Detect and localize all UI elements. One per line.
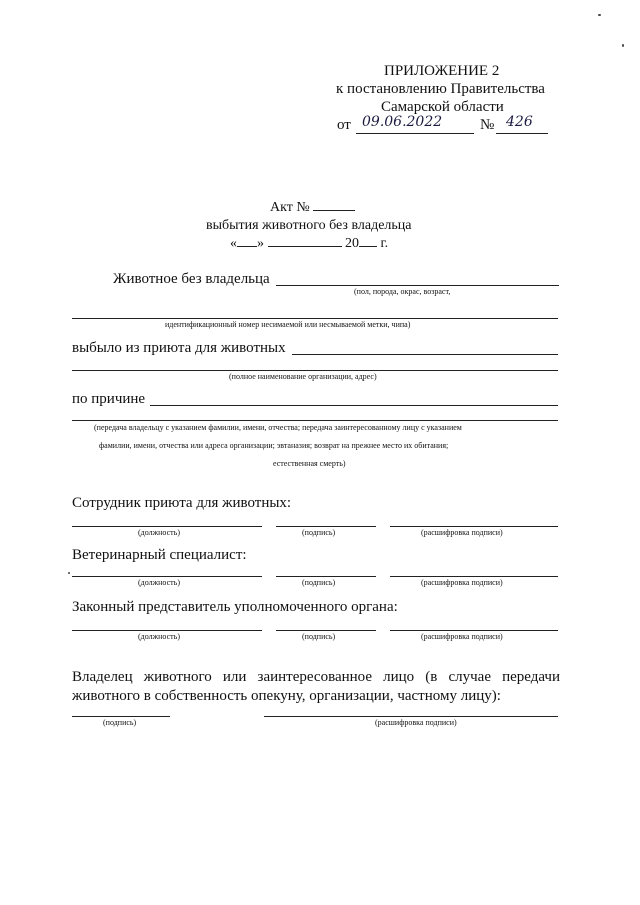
signature-caption: (подпись) [103,718,137,727]
appendix-number-label: № [480,117,495,133]
year-blank[interactable] [359,246,377,247]
position-caption: (должность) [138,528,180,537]
scan-speck [598,14,601,16]
act-number-blank[interactable] [313,210,355,211]
owner-decoding-line[interactable] [264,716,558,717]
org-field-line[interactable] [72,370,558,371]
shelter-employee-label: Сотрудник приюта для животных: [72,495,292,511]
quote-close: » [257,236,264,251]
year-prefix: 20 [345,236,359,251]
animal-field-line[interactable] [276,285,559,286]
animal-label: Животное без владельца [113,271,270,287]
quote-open: « [230,236,237,251]
scan-speck [68,572,70,574]
decoding-caption: (расшифровка подписи) [421,632,503,641]
act-date-line [230,237,388,251]
reason-hint-3: естественная смерть) [273,459,346,468]
appendix-line2: Самарской области [381,99,504,115]
decoding-caption: (расшифровка подписи) [375,718,457,727]
act-title [270,201,355,215]
act-subtitle: выбытия животного без владельца [206,218,412,233]
position-caption: (должность) [138,632,180,641]
employee-decoding-line[interactable] [390,526,558,527]
number-underline [496,133,548,134]
appendix-title: ПРИЛОЖЕНИЕ 2 [384,63,500,79]
signature-caption: (подпись) [302,632,336,641]
scan-speck [622,44,624,47]
rep-decoding-line[interactable] [390,630,558,631]
vet-label: Ветеринарный специалист: [72,547,247,563]
animal-hint-2: идентификационный номер несимаемой или несмываемой метки, чипа) [165,320,411,329]
position-caption: (должность) [138,578,180,587]
act-title-text: Акт № [270,200,310,215]
appendix-from-label: от [337,117,351,133]
appendix-number: 426 [506,114,533,130]
employee-signature-line[interactable] [276,526,376,527]
representative-label: Законный представитель уполномоченного органа: [72,599,398,615]
vet-signature-line[interactable] [276,576,376,577]
left-hint: (полное наименование организации, адрес) [229,372,377,381]
rep-position-line[interactable] [72,630,262,631]
appendix-date: 09.06.2022 [362,114,443,130]
owner-signature-line[interactable] [72,716,170,717]
month-blank[interactable] [268,246,342,247]
reason-field-line[interactable] [150,405,558,406]
appendix-line1: к постановлению Правительства [336,81,545,97]
employee-position-line[interactable] [72,526,262,527]
left-label: выбыло из приюта для животных [72,340,286,356]
vet-decoding-line[interactable] [390,576,558,577]
vet-position-line[interactable] [72,576,262,577]
animal-id-line[interactable] [72,318,558,319]
reason-label: по причине [72,391,146,407]
reason-field-line-2[interactable] [72,420,558,421]
year-suffix: г. [380,236,389,251]
decoding-caption: (расшифровка подписи) [421,578,503,587]
animal-hint: (пол, порода, окрас, возраст, [354,287,451,296]
decoding-caption: (расшифровка подписи) [421,528,503,537]
day-blank[interactable] [237,246,257,247]
left-field-line[interactable] [292,354,558,355]
reason-hint-1: (передача владельцу с указанием фамилии, имени, отчества; передача заинтересованному лицу с указанием [94,423,462,432]
date-underline [356,133,474,134]
rep-signature-line[interactable] [276,630,376,631]
signature-caption: (подпись) [302,528,336,537]
signature-caption: (подпись) [302,578,336,587]
owner-label: Владелец животного или заинтересованное лицо (в случае передачи животного в собственность опекуну, организации, частному лицу): [72,669,560,704]
reason-hint-2: фамилии, имени, отчества или адреса организации; эвтаназия; возврат на прежнее место их обитания; [99,441,449,450]
